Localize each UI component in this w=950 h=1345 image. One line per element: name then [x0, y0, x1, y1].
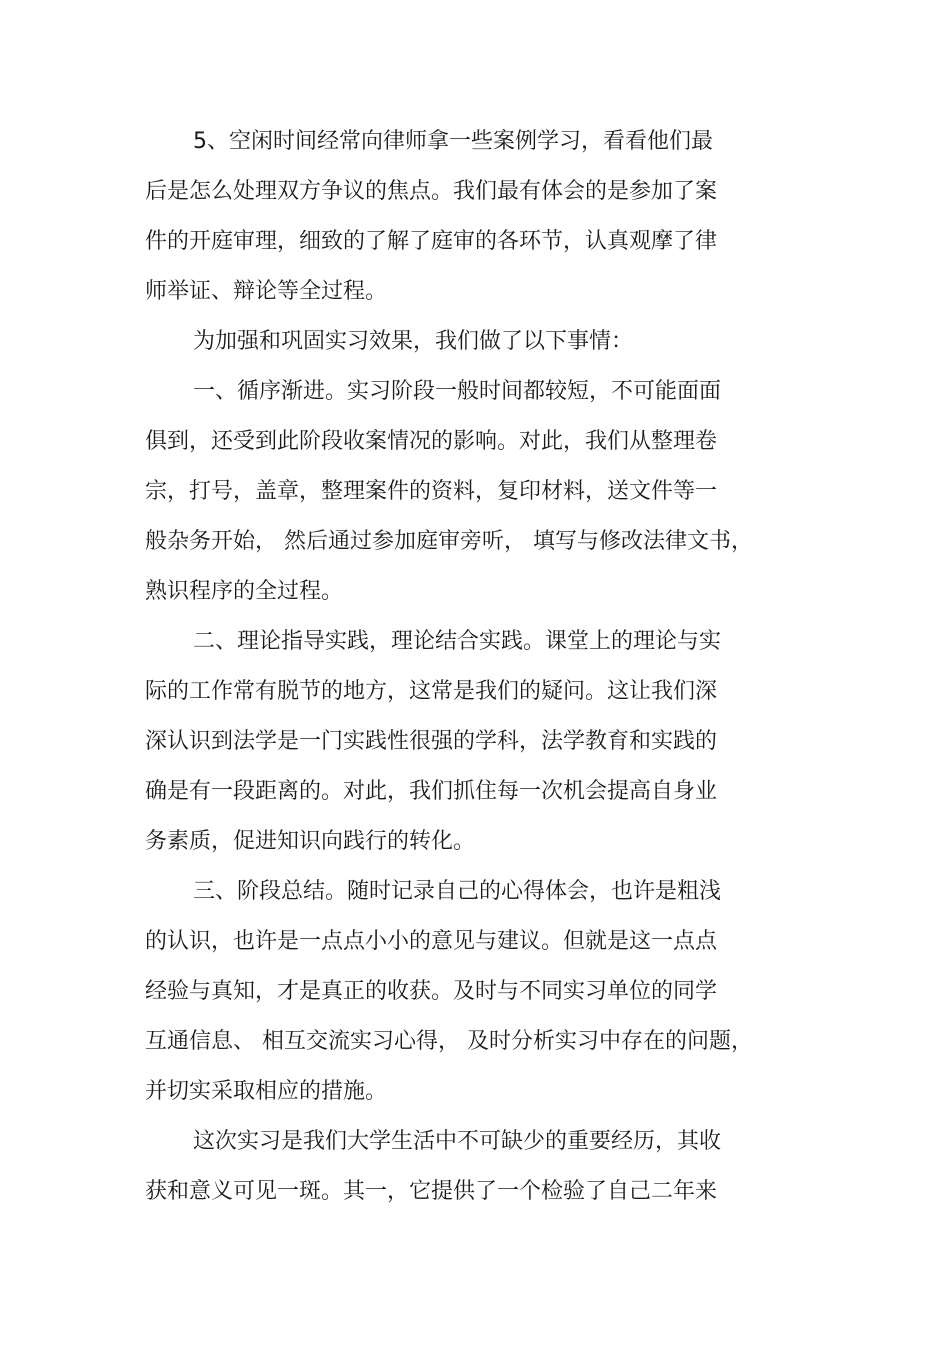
paragraph-6-line-2: 获和意义可见一斑。其一，它提供了一个检验了自己二年来: [145, 1179, 718, 1204]
paragraph-6-line-1: 这次实习是我们大学生活中不可缺少的重要经历，其收: [193, 1129, 722, 1154]
paragraph-5-line-5: 并切实采取相应的措施。: [145, 1079, 388, 1104]
paragraph-3-line-3: 宗，打号，盖章，整理案件的资料，复印材料，送文件等一: [145, 479, 718, 504]
paragraph-3-line-4: 般杂务开始， 然后通过参加庭审旁听， 填写与修改法律文书，: [145, 529, 753, 554]
paragraph-4-line-3: 深认识到法学是一门实践性很强的学科，法学教育和实践的: [145, 729, 718, 754]
paragraph-4-line-5: 务素质，促进知识向践行的转化。: [145, 829, 476, 854]
paragraph-1-line-3: 件的开庭审理，细致的了解了庭审的各环节，认真观摩了律: [145, 229, 718, 254]
paragraph-2-line-1: 为加强和巩固实习效果，我们做了以下事情：: [193, 329, 634, 354]
paragraph-3-line-2: 俱到，还受到此阶段收案情况的影响。对此，我们从整理卷: [145, 429, 718, 454]
paragraph-5-line-2: 的认识，也许是一点点小小的意见与建议。但就是这一点点: [145, 929, 718, 954]
paragraph-5-line-4: 互通信息、 相互交流实习心得， 及时分析实习中存在的问题，: [145, 1029, 753, 1054]
paragraph-5-line-1: 三、阶段总结。随时记录自己的心得体会，也许是粗浅: [193, 879, 722, 904]
paragraph-3-line-5: 熟识程序的全过程。: [145, 579, 344, 604]
paragraph-1-line-2: 后是怎么处理双方争议的焦点。我们最有体会的是参加了案: [145, 179, 718, 204]
paragraph-3-line-1: 一、循序渐进。实习阶段一般时间都较短，不可能面面: [193, 379, 722, 404]
paragraph-4-line-4: 确是有一段距离的。对此，我们抓住每一次机会提高自身业: [145, 779, 718, 804]
paragraph-1-line-4: 师举证、辩论等全过程。: [145, 279, 388, 304]
paragraph-1-line-1: 5、空闲时间经常向律师拿一些案例学习，看看他们最: [193, 129, 713, 154]
paragraph-4-line-2: 际的工作常有脱节的地方，这常是我们的疑问。这让我们深: [145, 679, 718, 704]
paragraph-5-line-3: 经验与真知，才是真正的收获。及时与不同实习单位的同学: [145, 979, 718, 1004]
paragraph-4-line-1: 二、理论指导实践，理论结合实践。课堂上的理论与实: [193, 629, 722, 654]
